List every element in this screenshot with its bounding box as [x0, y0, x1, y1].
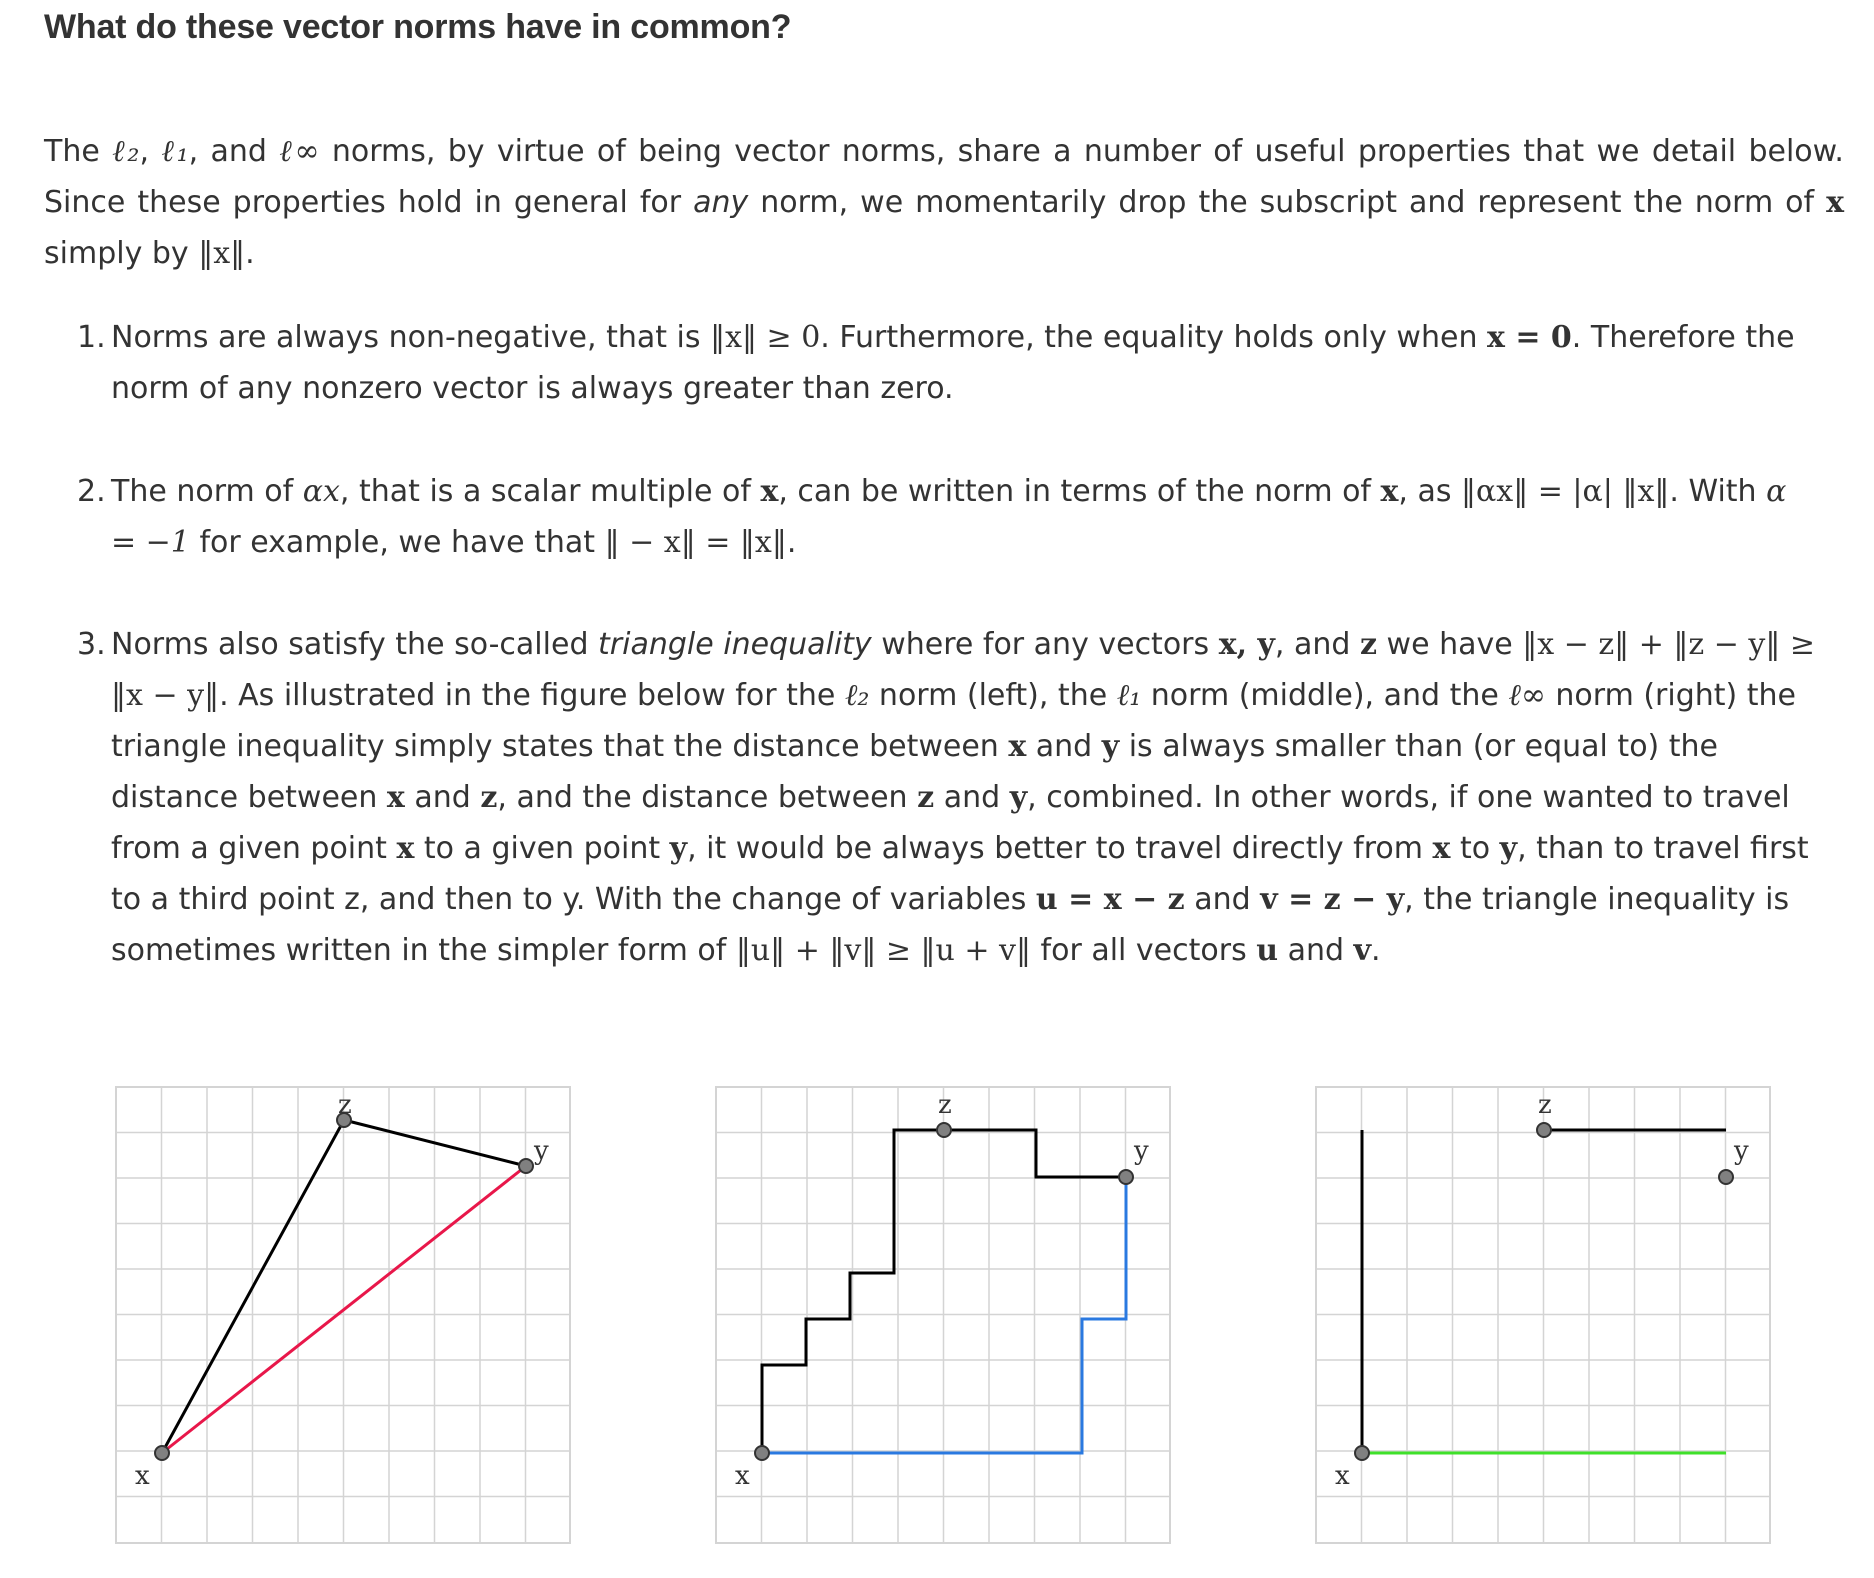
math-expression: ℓ₂ — [844, 678, 870, 713]
item-text: , and — [1274, 627, 1360, 662]
item-text: . — [786, 525, 797, 560]
intro-text-2: norms, by virtue of being vector norms, share a number of useful properties that we detail below. Since these properties hold in general for — [44, 134, 1844, 220]
item-text: and — [404, 780, 481, 815]
math-expression: y — [1009, 780, 1028, 815]
label-x: x — [735, 1461, 750, 1491]
item-text: , that is a scalar multiple of — [339, 474, 761, 509]
math-expression: y — [1499, 831, 1518, 866]
point-z — [1537, 1123, 1551, 1137]
item-text: . With — [1669, 474, 1767, 509]
item-text: , as — [1398, 474, 1462, 509]
linf-symbol: ℓ∞ — [279, 134, 320, 169]
intro-text-5: . — [245, 236, 255, 271]
math-expression: u = x − z — [1035, 882, 1185, 917]
item-text: norm (middle), and the — [1141, 678, 1509, 713]
label-z: z — [938, 1090, 952, 1120]
math-expression: v — [1353, 933, 1372, 968]
point-x — [755, 1446, 769, 1460]
point-y — [519, 1159, 533, 1173]
property-item-1 — [77, 312, 1817, 414]
point-x — [1355, 1446, 1369, 1460]
item-text: . Furthermore, the equality holds only when — [820, 320, 1487, 355]
property-item-3 — [77, 619, 1817, 976]
item-number: 1. — [77, 320, 106, 355]
math-expression: ‖u‖ + ‖v‖ ≥ ‖u + v‖ — [735, 933, 1032, 968]
item-text: , can be written in terms of the norm of — [778, 474, 1381, 509]
l1-symbol: ℓ₁ — [161, 134, 189, 169]
label-x: x — [1335, 1461, 1350, 1491]
grid — [1316, 1087, 1770, 1543]
intro-comma-2: , and — [188, 134, 280, 169]
label-y: y — [1734, 1136, 1749, 1166]
math-expression: ‖ − x‖ = ‖x‖ — [604, 525, 787, 560]
emphasis-triangle-inequality: triangle inequality — [598, 627, 872, 662]
math-expression: x = 0 — [1487, 320, 1572, 355]
label-y: y — [1134, 1136, 1149, 1166]
item-text: for all vectors — [1031, 933, 1257, 968]
item-text: . Therefore the norm of any nonzero vector is always greater than zero. — [111, 320, 1795, 406]
grid — [716, 1087, 1170, 1543]
math-expression: ℓ₁ — [1116, 678, 1142, 713]
math-expression: ‖x‖ ≥ 0 — [710, 320, 821, 355]
item-text: where for any vectors — [871, 627, 1219, 662]
item-text: and — [1278, 933, 1354, 968]
point-x — [155, 1446, 169, 1460]
math-expression: x — [396, 831, 415, 866]
l2-symbol: ℓ₂ — [112, 134, 140, 169]
intro-text-3: norm, we momentarily drop the subscript and represent the norm of — [748, 185, 1827, 220]
norm-x: ‖x‖ — [198, 236, 246, 271]
grid — [116, 1087, 570, 1543]
item-number: 2. — [77, 474, 106, 509]
item-text: The norm of — [111, 474, 303, 509]
point-y — [1719, 1170, 1733, 1184]
math-expression: ‖αx‖ = |α| ‖x‖ — [1461, 474, 1670, 509]
intro-emphasis-any: any — [693, 185, 749, 220]
math-expression: u — [1256, 933, 1279, 968]
math-expression: αx — [302, 474, 340, 509]
math-expression: z — [1359, 627, 1378, 662]
math-expression: ℓ∞ — [1508, 678, 1546, 713]
item-text: norm (left), the — [869, 678, 1117, 713]
label-x: x — [135, 1461, 150, 1491]
intro-comma-1: , — [139, 134, 162, 169]
item-text: , it would be always better to travel directly from — [687, 831, 1433, 866]
l1-norm-figure — [714, 1075, 1174, 1545]
item-text: and — [1026, 729, 1102, 764]
label-z: z — [1538, 1090, 1552, 1120]
math-expression: x — [1432, 831, 1451, 866]
item-text: , and the distance between — [497, 780, 918, 815]
math-expression: x — [1008, 729, 1027, 764]
item-text: Norms also satisfy the so-called — [111, 627, 599, 662]
intro-text-1: The — [44, 134, 113, 169]
item-text: , than to travel first to a third point z, and then to y. With the change of variables — [111, 831, 1809, 917]
point-y — [1119, 1170, 1133, 1184]
math-expression: x — [760, 474, 779, 509]
math-expression: z — [480, 780, 498, 815]
math-expression: x, y — [1218, 627, 1275, 662]
item-text: is always smaller than (or equal to) the distance between — [111, 729, 1719, 815]
math-expression: y — [1101, 729, 1120, 764]
item-text: for example, we have that — [189, 525, 605, 560]
item-text: we have — [1377, 627, 1523, 662]
math-expression: α = −1 — [111, 474, 1787, 560]
item-text: to a given point — [414, 831, 670, 866]
math-expression: x — [1380, 474, 1399, 509]
point-z — [937, 1123, 951, 1137]
math-expression: x — [386, 780, 405, 815]
math-expression: ‖x − z‖ + ‖z − y‖ ≥ ‖x − y‖ — [111, 627, 1816, 713]
item-text: . — [1371, 933, 1381, 968]
item-text: to — [1450, 831, 1500, 866]
math-expression: z — [917, 780, 935, 815]
vector-x: x — [1826, 185, 1844, 220]
l2-norm-figure — [114, 1075, 574, 1545]
item-text: and — [1184, 882, 1261, 917]
label-y: y — [534, 1136, 549, 1166]
property-item-2 — [77, 466, 1817, 568]
linf-norm-figure — [1314, 1075, 1774, 1545]
item-text: , the triangle inequality is sometimes written in the simpler form of — [111, 882, 1790, 968]
page-title: What do these vector norms have in common? — [44, 8, 792, 46]
label-z: z — [338, 1090, 352, 1120]
intro-paragraph — [44, 126, 1844, 279]
intro-text-4: simply by — [44, 236, 199, 271]
item-text: . As illustrated in the figure below for the — [219, 678, 845, 713]
math-expression: v = z − y — [1260, 882, 1405, 917]
item-text: and — [934, 780, 1010, 815]
item-number: 3. — [77, 627, 106, 662]
item-text: Norms are always non-negative, that is — [111, 320, 711, 355]
item-text: , combined. In other words, if one wanted to travel from a given point — [111, 780, 1790, 866]
math-expression: y — [669, 831, 688, 866]
item-text: norm (right) the triangle inequality simply states that the distance between — [111, 678, 1797, 764]
